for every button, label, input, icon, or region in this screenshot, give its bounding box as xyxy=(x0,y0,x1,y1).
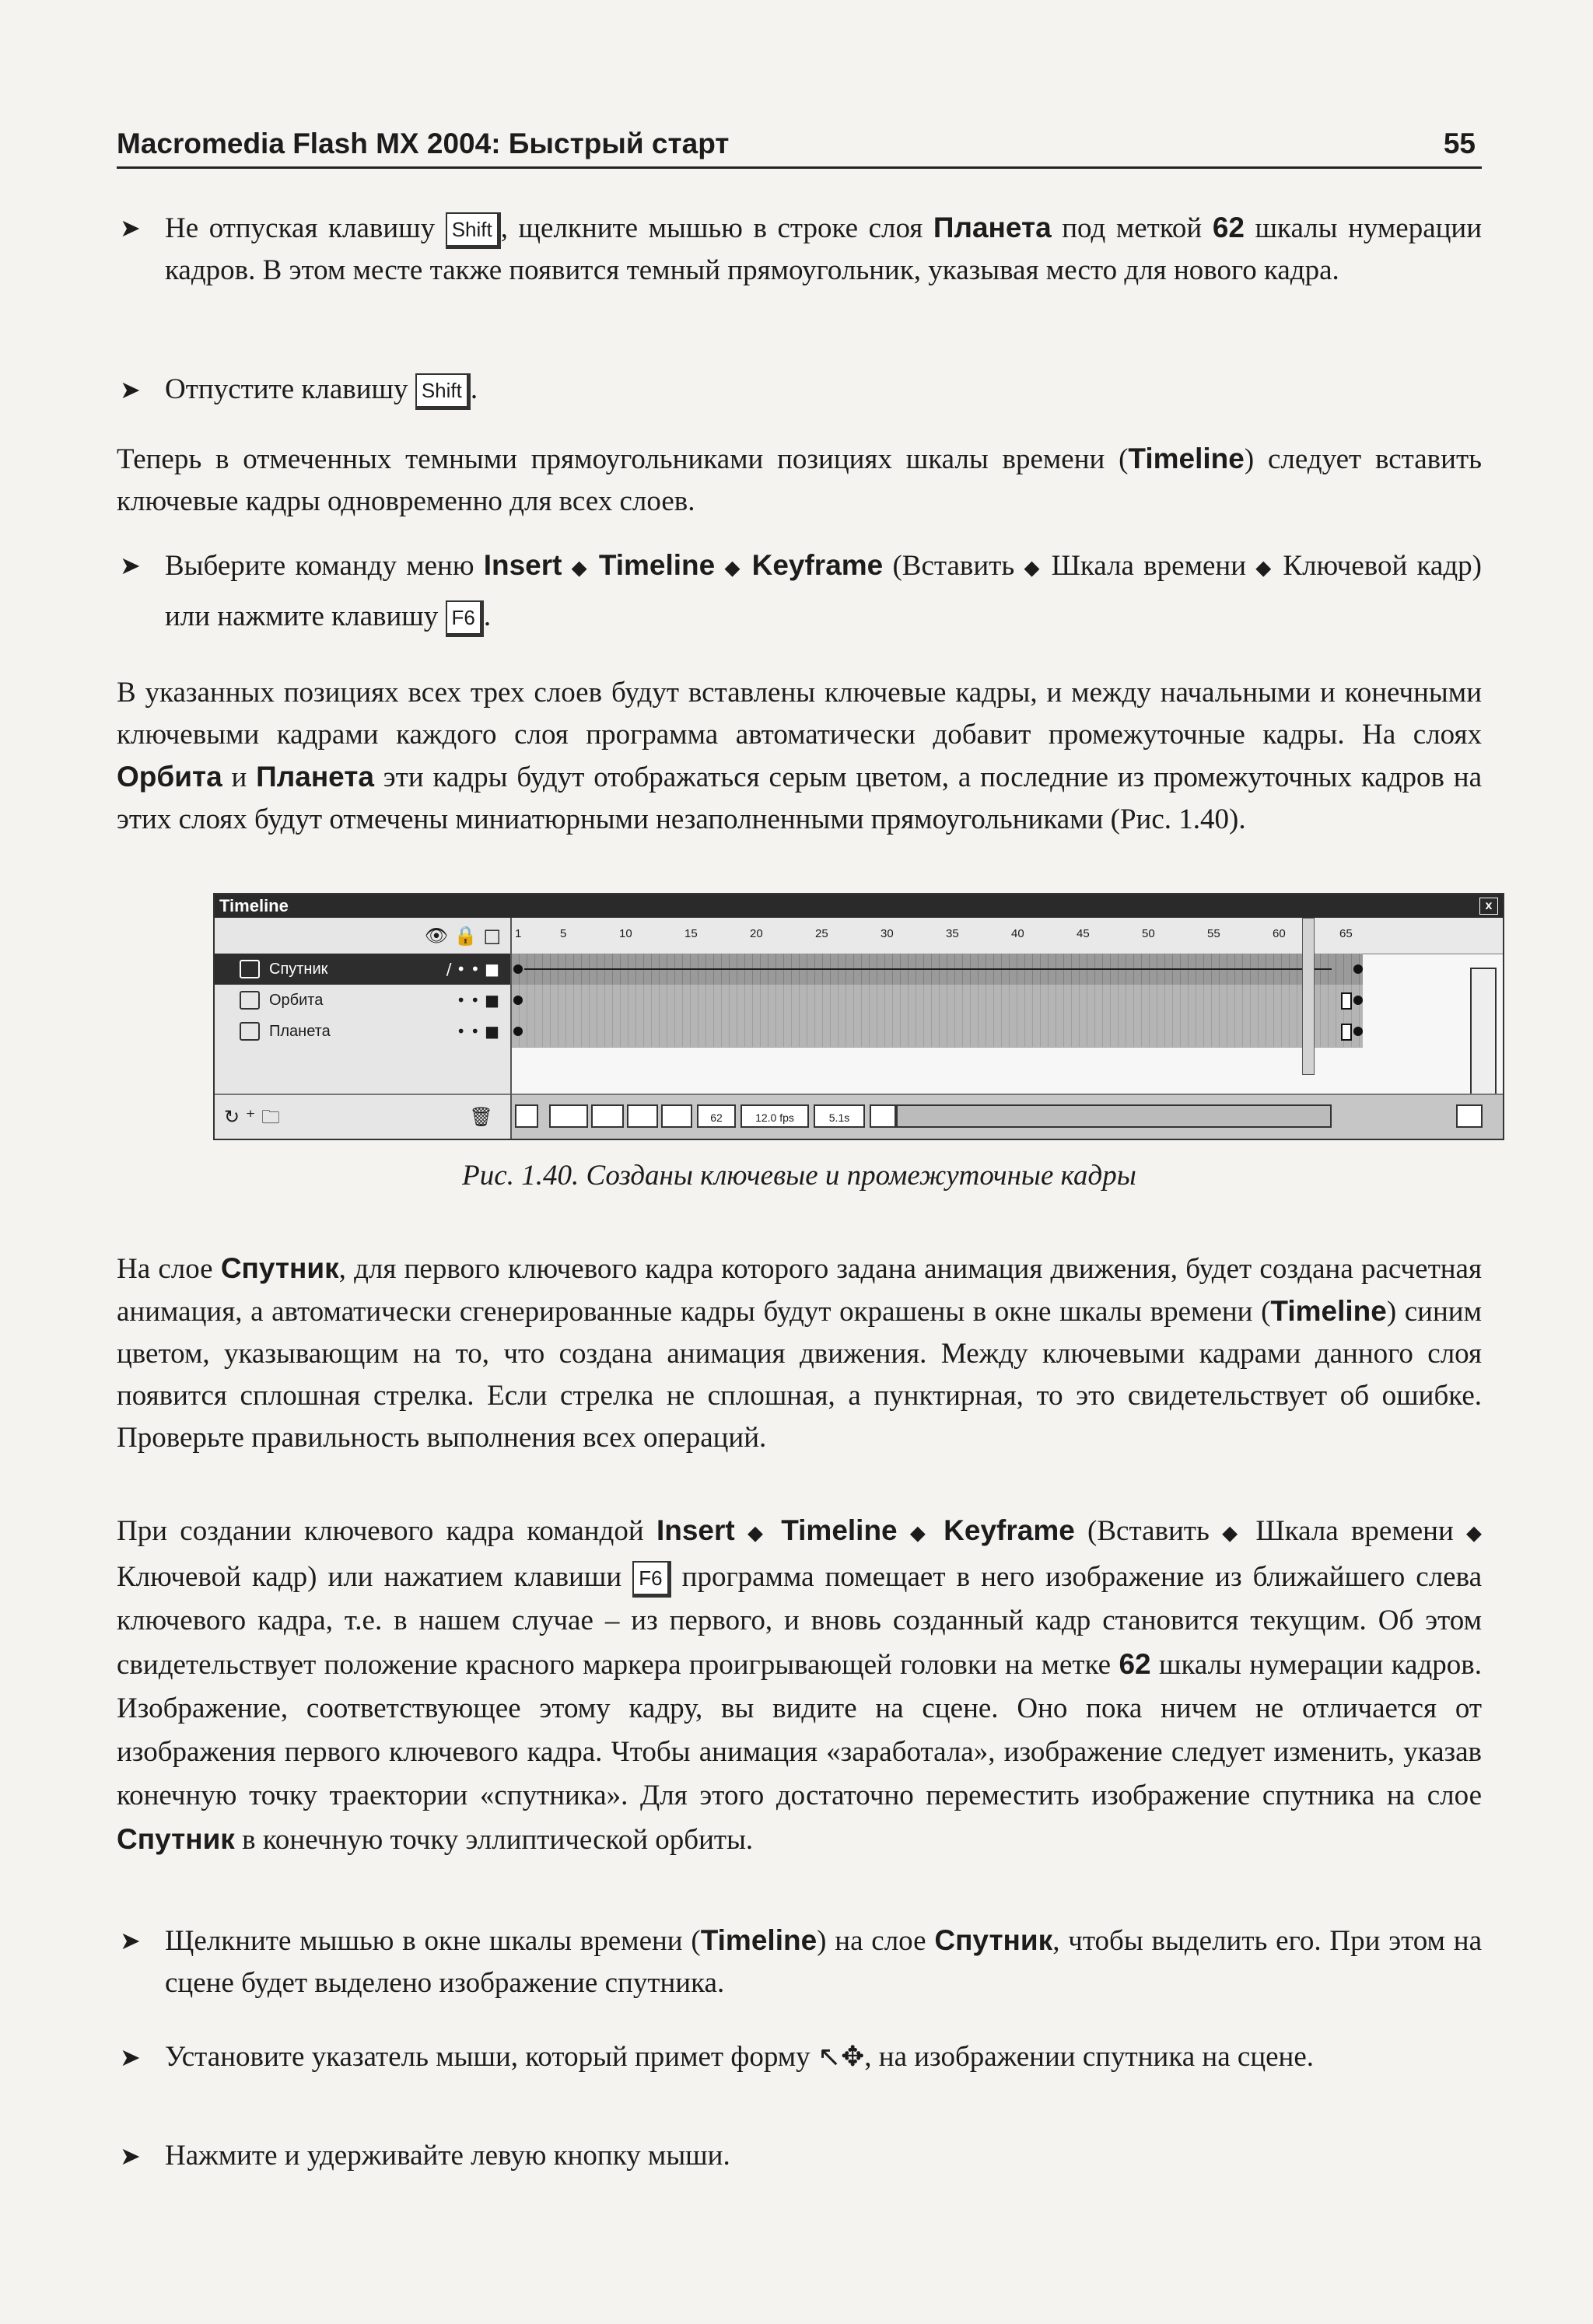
bullet-arrow-icon: ➤ xyxy=(120,1926,141,1955)
f6-key-icon: F6 xyxy=(632,1561,670,1598)
shift-key-icon: Shift xyxy=(415,373,471,410)
layer-row-planeta[interactable] xyxy=(215,1016,510,1047)
ruler-tick: 55 xyxy=(1207,927,1220,940)
diamond-icon: ◆ xyxy=(724,556,743,580)
running-header xyxy=(117,126,1482,169)
onion-outline-icon[interactable] xyxy=(591,1104,624,1128)
layer-toggles[interactable]: / • • ■ xyxy=(446,960,499,978)
ruler-tick: 65 xyxy=(1339,927,1353,940)
timeline-panel xyxy=(213,893,1504,1140)
keyframe-dot xyxy=(1353,1027,1363,1036)
layer-icon xyxy=(240,960,260,978)
diamond-icon: ◆ xyxy=(747,1521,768,1545)
center-frame-icon[interactable] xyxy=(515,1104,538,1128)
layer-name: Планета xyxy=(269,1023,331,1040)
bullet-arrow-icon: ➤ xyxy=(120,213,141,243)
frame-row-planeta[interactable] xyxy=(512,1016,1363,1048)
bullet-step-5: ➤ Установите указатель мыши, который примет форму ↖✥, на изображении спутника на сцене. xyxy=(117,2036,1482,2078)
ruler-tick: 10 xyxy=(619,927,632,940)
bullet-step-4: ➤ Щелкните мышью в окне шкалы времени (Timeline) на слое Спутник, чтобы выделить его. При этом на сцене будет выделено изображение спутника. xyxy=(117,1920,1482,2004)
move-cursor-icon: ↖✥ xyxy=(817,2041,865,2073)
paragraph: В указанных позициях всех трех слоев будут вставлены ключевые кадры, и между начальными и конечными ключевыми кадрами каждого слоя программа автоматически добавит промежуточные кадры. На слоях Орбита и Планета эти кадры будут отображаться серым цветом, а последние из промежуточных кадров на этих слоях будут отмечены миниатюрными незаполненными прямоугольниками (Рис. 1.40). xyxy=(117,677,1483,835)
frames-panel xyxy=(512,918,1503,1139)
end-frame-marker xyxy=(1341,1024,1352,1041)
diamond-icon: ◆ xyxy=(1024,556,1042,580)
timeline-title: Timeline xyxy=(219,896,289,915)
paragraph: На слое Спутник, для первого ключевого кадра которого задана анимация движения, будет создана расчетная анимация, а автоматически сгенерированные кадры будут окрашены в окне шкалы времени (Timeline) синим цветом, указывающим на то, что создана анимация движения. Между ключевыми кадрами данного слоя появится сплошная стрелка. Если стрелка не сплошная, а пунктирная, то это свидетельствует об ошибке. Проверьте правильность выполнения всех операций. xyxy=(117,1252,1482,1454)
frame-rate-readout: 12.0 fps xyxy=(740,1104,809,1128)
bullet-arrow-icon: ➤ xyxy=(120,2141,141,2171)
layers-panel xyxy=(215,918,512,1139)
layers-footer xyxy=(215,1094,510,1139)
layer-row-orbita[interactable] xyxy=(215,985,510,1016)
keyframe-dot xyxy=(513,1027,523,1036)
bullet-step-2: ➤ Отпустите клавишу Shift . xyxy=(117,369,1482,411)
frame-ruler[interactable] xyxy=(512,918,1503,954)
ruler-tick: 5 xyxy=(560,927,567,940)
bullet-arrow-icon: ➤ xyxy=(120,375,141,404)
ruler-tick: 35 xyxy=(946,927,959,940)
ruler-tick: 45 xyxy=(1077,927,1090,940)
keyframe-dot xyxy=(1353,964,1363,974)
bullet-step-6: ➤ Нажмите и удерживайте левую кнопку мыши. xyxy=(117,2135,1482,2177)
ruler-tick: 40 xyxy=(1011,927,1024,940)
keyframe-dot xyxy=(513,996,523,1005)
ruler-tick: 25 xyxy=(815,927,828,940)
scroll-right-icon[interactable] xyxy=(1456,1104,1483,1128)
vertical-scrollbar[interactable] xyxy=(1470,968,1497,1108)
bullet-arrow-icon: ➤ xyxy=(120,2042,141,2072)
layer-toggles[interactable]: • • ■ xyxy=(456,1022,499,1041)
end-frame-marker xyxy=(1341,992,1352,1010)
figure-caption: Рис. 1.40. Созданы ключевые и промежуточные кадры xyxy=(462,1160,1136,1192)
header-title: Macromedia Flash MX 2004: Быстрый старт xyxy=(117,128,730,159)
onion-skin-icon[interactable] xyxy=(549,1104,588,1128)
ruler-tick: 1 xyxy=(515,927,522,940)
timeline-title-bar xyxy=(215,894,1503,918)
keyframe-dot xyxy=(1353,996,1363,1005)
frame-row-orbita[interactable] xyxy=(512,985,1363,1017)
ruler-tick: 15 xyxy=(684,927,698,940)
bullet-step-3: ➤ Выберите команду меню Insert ◆ Timeline ◆ Keyframe (Вставить ◆ Шкала времени ◆ Ключевой кадр) или нажмите клавишу F6 . xyxy=(117,541,1482,641)
paragraph: Теперь в отмеченных темными прямоугольниками позициях шкалы времени (Timeline) следует вставить ключевые кадры одновременно для всех слоев. xyxy=(117,443,1482,517)
edit-multiple-icon[interactable] xyxy=(627,1104,658,1128)
ruler-tick: 60 xyxy=(1273,927,1286,940)
layer-name: Орбита xyxy=(269,992,324,1009)
diamond-icon: ◆ xyxy=(1222,1521,1244,1545)
f6-key-icon: F6 xyxy=(446,600,484,637)
close-icon[interactable]: x xyxy=(1479,898,1498,915)
layer-toggles[interactable]: • • ■ xyxy=(456,991,499,1010)
diamond-icon: ◆ xyxy=(909,1521,931,1545)
diamond-icon: ◆ xyxy=(571,556,590,580)
tween-arrow xyxy=(524,968,1332,970)
diamond-icon: ◆ xyxy=(1255,556,1274,580)
add-layer-icons[interactable]: ↻ ⁺ 🗀 xyxy=(224,1106,281,1128)
modify-markers-icon[interactable] xyxy=(661,1104,692,1128)
layer-header-icons[interactable]: 👁 🔒 □ xyxy=(424,925,501,947)
elapsed-time-readout: 5.1s xyxy=(814,1104,865,1128)
ruler-tick: 50 xyxy=(1142,927,1155,940)
page-number: 55 xyxy=(1443,128,1476,159)
trash-icon[interactable]: 🗑 xyxy=(469,1106,493,1128)
paragraph: При создании ключевого кадра командой Insert ◆ Timeline ◆ Keyframe (Вставить ◆ Шкала времени ◆ Ключевой кадр) или нажатием клавиши F6 программа помещает в него изображение из ближайшего слева ключевого кадра, т.е. в нашем случае – из первого, и вновь созданный кадр становится текущим. Об этом свидетельствует положение красного маркера проигрывающей головки на метке 62 шкалы нумерации кадров. Изображение, соответствующее этому кадру, вы видите на сцене. Оно пока ничем не отличается от изображения первого ключевого кадра. Чтобы анимация «заработала», изображение следует изменить, указав конечную точку траектории «спутника». Для этого достаточно переместить изображение спутника на слое Спутник в конечную точку эллиптической орбиты. xyxy=(117,1514,1483,1856)
shift-key-icon: Shift xyxy=(446,212,501,249)
frames-footer xyxy=(512,1094,1503,1139)
frame-row-sputnik[interactable] xyxy=(512,954,1363,985)
ruler-tick: 20 xyxy=(750,927,763,940)
layer-name: Спутник xyxy=(269,961,328,978)
layer-row-sputnik[interactable] xyxy=(215,954,510,985)
diamond-icon: ◆ xyxy=(1466,1521,1483,1545)
layer-icon xyxy=(240,991,260,1010)
bullet-arrow-icon: ➤ xyxy=(120,551,141,580)
keyframe-dot xyxy=(513,964,523,974)
layer-icon xyxy=(240,1022,260,1041)
playhead-marker[interactable] xyxy=(1302,918,1315,1075)
horizontal-scrollbar[interactable] xyxy=(896,1104,1332,1128)
bullet-step-1: ➤ Не отпуская клавишу Shift , щелкните мышью в строке слоя Планета под меткой 62 шкалы нумерации кадров. В этом месте также появится темный прямоугольник, указывая место для нового кадра. xyxy=(117,207,1482,292)
ruler-tick: 30 xyxy=(881,927,894,940)
scroll-left-icon[interactable] xyxy=(870,1104,896,1128)
current-frame-readout: 62 xyxy=(697,1104,736,1128)
